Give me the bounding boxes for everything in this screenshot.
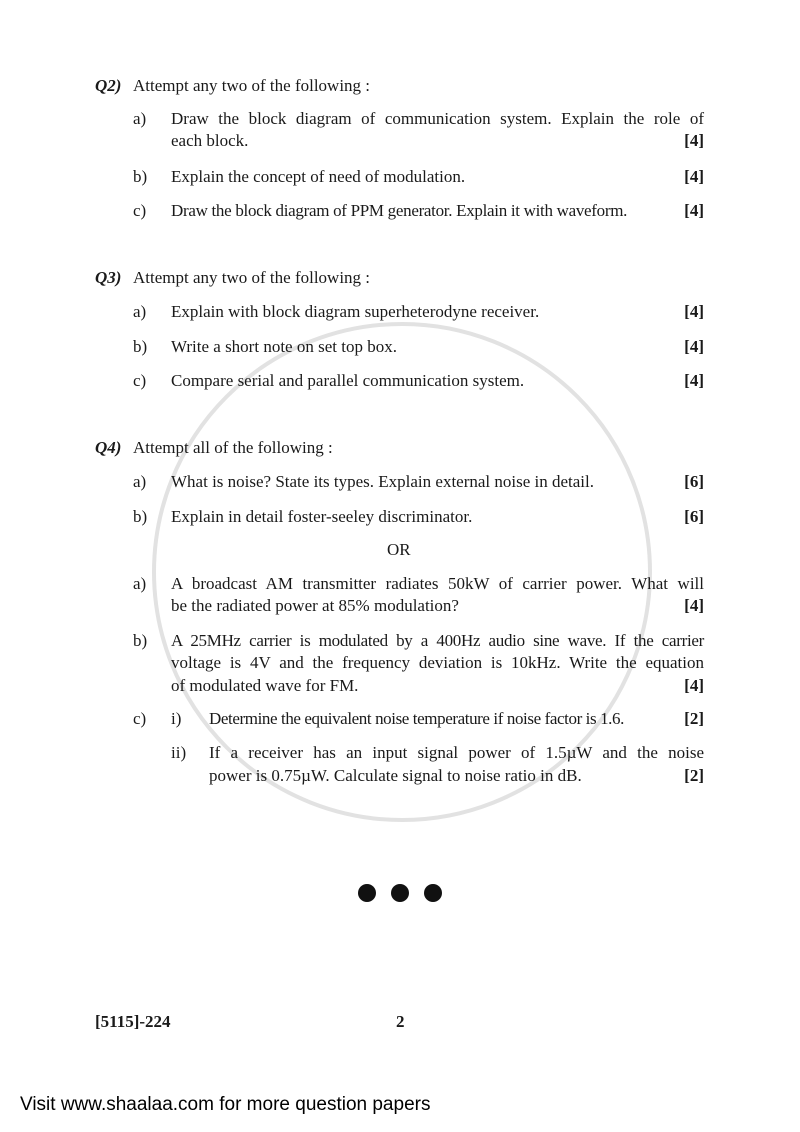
q4c2-ii-marks: [2] [684, 766, 704, 785]
q2a-label: a) [133, 109, 147, 128]
q4c2-label: c) [133, 709, 147, 728]
q4b-text: Explain in detail foster-seeley discriminator. [171, 507, 473, 526]
visit-banner-link[interactable]: Visit www.shaalaa.com for more question papers [20, 1094, 431, 1115]
q3-title: Attempt any two of the following : [133, 268, 371, 287]
q2-title: Attempt any two of the following : [133, 76, 371, 95]
q4b-label: b) [133, 507, 148, 526]
q3b-marks: [4] [684, 337, 704, 356]
q4-title: Attempt all of the following : [133, 438, 333, 457]
page-number: 2 [396, 1012, 405, 1031]
q4a-marks: [6] [684, 472, 704, 491]
q3-number: Q3) [95, 268, 122, 287]
q3c-label: c) [133, 371, 147, 390]
q2a-line2: each block. [171, 131, 249, 150]
q3a-text: Explain with block diagram superheterodyne receiver. [171, 302, 540, 321]
or-divider: OR [387, 540, 411, 559]
q4c2-ii-line2: power is 0.75µW. Calculate signal to noise ratio in dB. [209, 766, 582, 785]
q2c-label: c) [133, 201, 147, 220]
q4b2-marks: [4] [684, 676, 704, 695]
q2c-text: Draw the block diagram of PPM generator. Explain it with waveform. [171, 201, 628, 220]
q4a-label: a) [133, 472, 147, 491]
q2b-text: Explain the concept of need of modulation. [171, 167, 466, 186]
end-dot-icon [391, 884, 409, 902]
q4b2-label: b) [133, 631, 148, 650]
q4c2-i-marks: [2] [684, 709, 704, 728]
paper-code: [5115]-224 [95, 1012, 171, 1031]
q4c2-i-label: i) [171, 709, 182, 728]
end-dot-icon [358, 884, 376, 902]
q2c-row [171, 201, 704, 221]
q3c-text: Compare serial and parallel communication system. [171, 371, 525, 390]
q2b-marks: [4] [684, 167, 704, 186]
q4c2-i-row [209, 709, 704, 729]
q2a-marks: [4] [684, 131, 704, 150]
q4a2-label: a) [133, 574, 147, 593]
q2b-label: b) [133, 167, 148, 186]
q4a2-line2: be the radiated power at 85% modulation? [171, 596, 459, 615]
q2-number: Q2) [95, 76, 122, 95]
q4-number: Q4) [95, 438, 122, 457]
q4b2-line2: voltage is 4V and the frequency deviation is 10kHz. Write the equation [171, 653, 704, 672]
q4c2-ii-label: ii) [171, 743, 187, 762]
q3b-label: b) [133, 337, 148, 356]
q4b2-line1: A 25MHz carrier is modulated by a 400Hz audio sine wave. If the carrier [171, 631, 704, 650]
q4a2-line1: A broadcast AM transmitter radiates 50kW of carrier power. What will [171, 574, 704, 593]
q2c-marks: [4] [684, 201, 704, 220]
q2a-line1: Draw the block diagram of communication system. Explain the role of [171, 109, 704, 128]
q4c2-ii-line1: If a receiver has an input signal power of 1.5µW and the noise [209, 743, 704, 762]
q4a2-marks: [4] [684, 596, 704, 615]
q4b-marks: [6] [684, 507, 704, 526]
end-dot-icon [424, 884, 442, 902]
q3a-label: a) [133, 302, 147, 321]
q3c-marks: [4] [684, 371, 704, 390]
q4a-text: What is noise? State its types. Explain external noise in detail. [171, 472, 595, 491]
q4b2-line3: of modulated wave for FM. [171, 676, 359, 695]
q3b-text: Write a short note on set top box. [171, 337, 397, 356]
q3a-marks: [4] [684, 302, 704, 321]
q4c2-i-text: Determine the equivalent noise temperature if noise factor is 1.6. [209, 709, 624, 728]
